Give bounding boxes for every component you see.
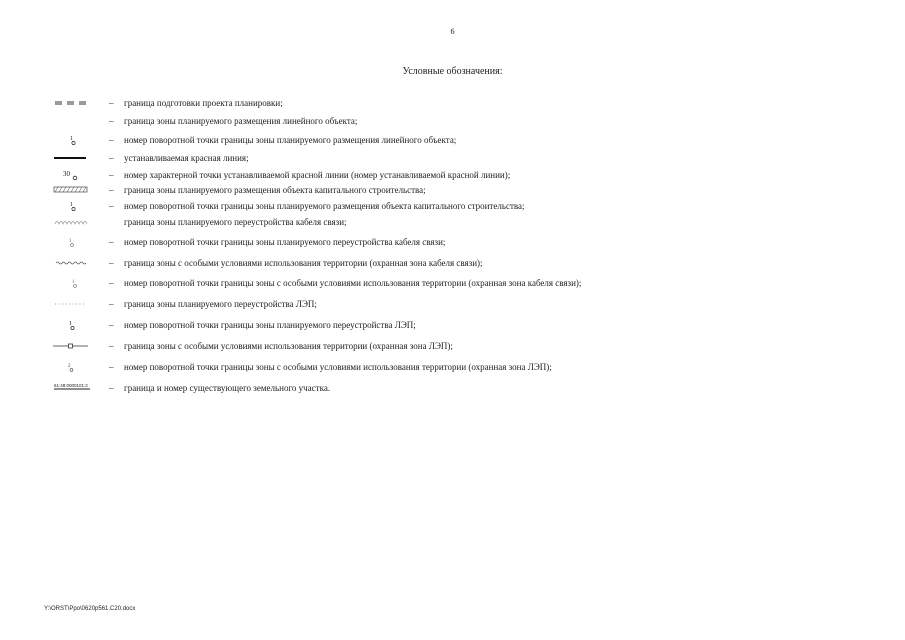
turn-point-label: 1 (70, 202, 73, 208)
legend-dash: – (109, 383, 114, 393)
turn-point-icon (40, 133, 100, 147)
legend-row (40, 96, 900, 110)
legend-dash: – (109, 185, 114, 195)
legend-dash: – (109, 135, 114, 145)
scalloped-line-icon (40, 215, 100, 229)
legend-text: граница зоны с особыми условиями использования территории (охранная зона кабеля связи); (124, 258, 483, 268)
turn-point-label: 1 (70, 136, 73, 142)
legend-text: номер характерной точки устанавливаемой красной линии (номер устанавливаемой красной линии); (124, 170, 511, 180)
legend-row (40, 114, 900, 128)
legend-dash: – (109, 362, 114, 372)
legend-row (40, 318, 900, 332)
characteristic-point-label: 30 (63, 170, 70, 178)
legend-dash: – (109, 278, 114, 288)
dotted-line-icon (40, 297, 100, 311)
turn-point-label: 1 (72, 280, 75, 285)
parcel-number-label: 61:48:0000101:2 (54, 383, 88, 388)
legend-text: номер поворотной точки границы зоны планируемого переустройства кабеля связи; (124, 237, 446, 247)
legend-text: граница подготовки проекта планировки; (124, 98, 283, 108)
legend-text: граница зоны с особыми условиями использования территории (охранная зона ЛЭП); (124, 341, 453, 351)
legend-dash: – (109, 98, 114, 108)
square-marker-line-icon (40, 339, 100, 353)
legend-text: номер поворотной точки границы зоны с особыми условиями использования территории (охранная зона ЛЭП); (124, 362, 552, 372)
legend-text: номер поворотной точки границы зоны с особыми условиями использования территории (охранная зона кабеля связи); (124, 278, 582, 288)
turn-point-icon (40, 360, 100, 374)
file-path-footer: Y:\ORST\Ppo\0620p561.C20.docx (44, 606, 136, 612)
turn-point-icon (40, 276, 100, 290)
legend-dash: – (109, 237, 114, 247)
turn-point-label: 2 (68, 364, 71, 369)
legend-dash: – (109, 116, 114, 126)
legend-dash: – (109, 153, 114, 163)
legend-row (40, 276, 900, 290)
page-number: 6 (450, 27, 455, 36)
parcel-line-icon (40, 381, 100, 395)
characteristic-point-icon (40, 168, 100, 182)
legend-title: Условные обозначения: (402, 66, 503, 77)
legend-row (40, 235, 900, 249)
legend-row (40, 256, 900, 270)
legend-dash: – (109, 320, 114, 330)
legend-row (40, 381, 900, 395)
legend-dash: – (109, 299, 114, 309)
legend-dash: – (109, 170, 114, 180)
hatched-zone-icon (40, 183, 100, 197)
legend-row (40, 133, 900, 147)
legend-row (40, 168, 900, 182)
project-boundary-icon (40, 96, 100, 110)
legend-row (40, 151, 900, 165)
legend-text: номер поворотной точки границы зоны планируемого размещения линейного объекта; (124, 135, 457, 145)
legend-dash: – (109, 201, 114, 211)
turn-point-label: 1 (69, 321, 72, 327)
legend-row (40, 199, 900, 213)
turn-point-icon (40, 235, 100, 249)
legend-text: граница и номер существующего земельного участка. (124, 383, 331, 393)
linear-object-zone-icon (40, 114, 100, 128)
legend-row (40, 215, 900, 229)
legend-row (40, 360, 900, 374)
legend-text: граница зоны планируемого переустройства ЛЭП; (124, 299, 317, 309)
red-line-icon (40, 151, 100, 165)
turn-point-label: 1 (69, 239, 72, 244)
legend-row (40, 297, 900, 311)
legend-text: номер поворотной точки границы зоны планируемого переустройства ЛЭП; (124, 320, 416, 330)
legend-text: номер поворотной точки границы зоны планируемого размещения объекта капитального строительства; (124, 201, 525, 211)
turn-point-icon (40, 318, 100, 332)
legend-text: устанавливаемая красная линия; (124, 153, 249, 163)
legend-dash: – (109, 258, 114, 268)
legend-text: граница зоны планируемого размещения линейного объекта; (124, 116, 358, 126)
legend-row (40, 183, 900, 197)
legend-text: граница зоны планируемого размещения объекта капитального строительства; (124, 185, 426, 195)
turn-point-icon (40, 199, 100, 213)
wavy-line-icon (40, 256, 100, 270)
legend-dash: – (109, 341, 114, 351)
legend-row (40, 339, 900, 353)
legend-text: граница зоны планируемого переустройства кабеля связи; (124, 217, 347, 227)
